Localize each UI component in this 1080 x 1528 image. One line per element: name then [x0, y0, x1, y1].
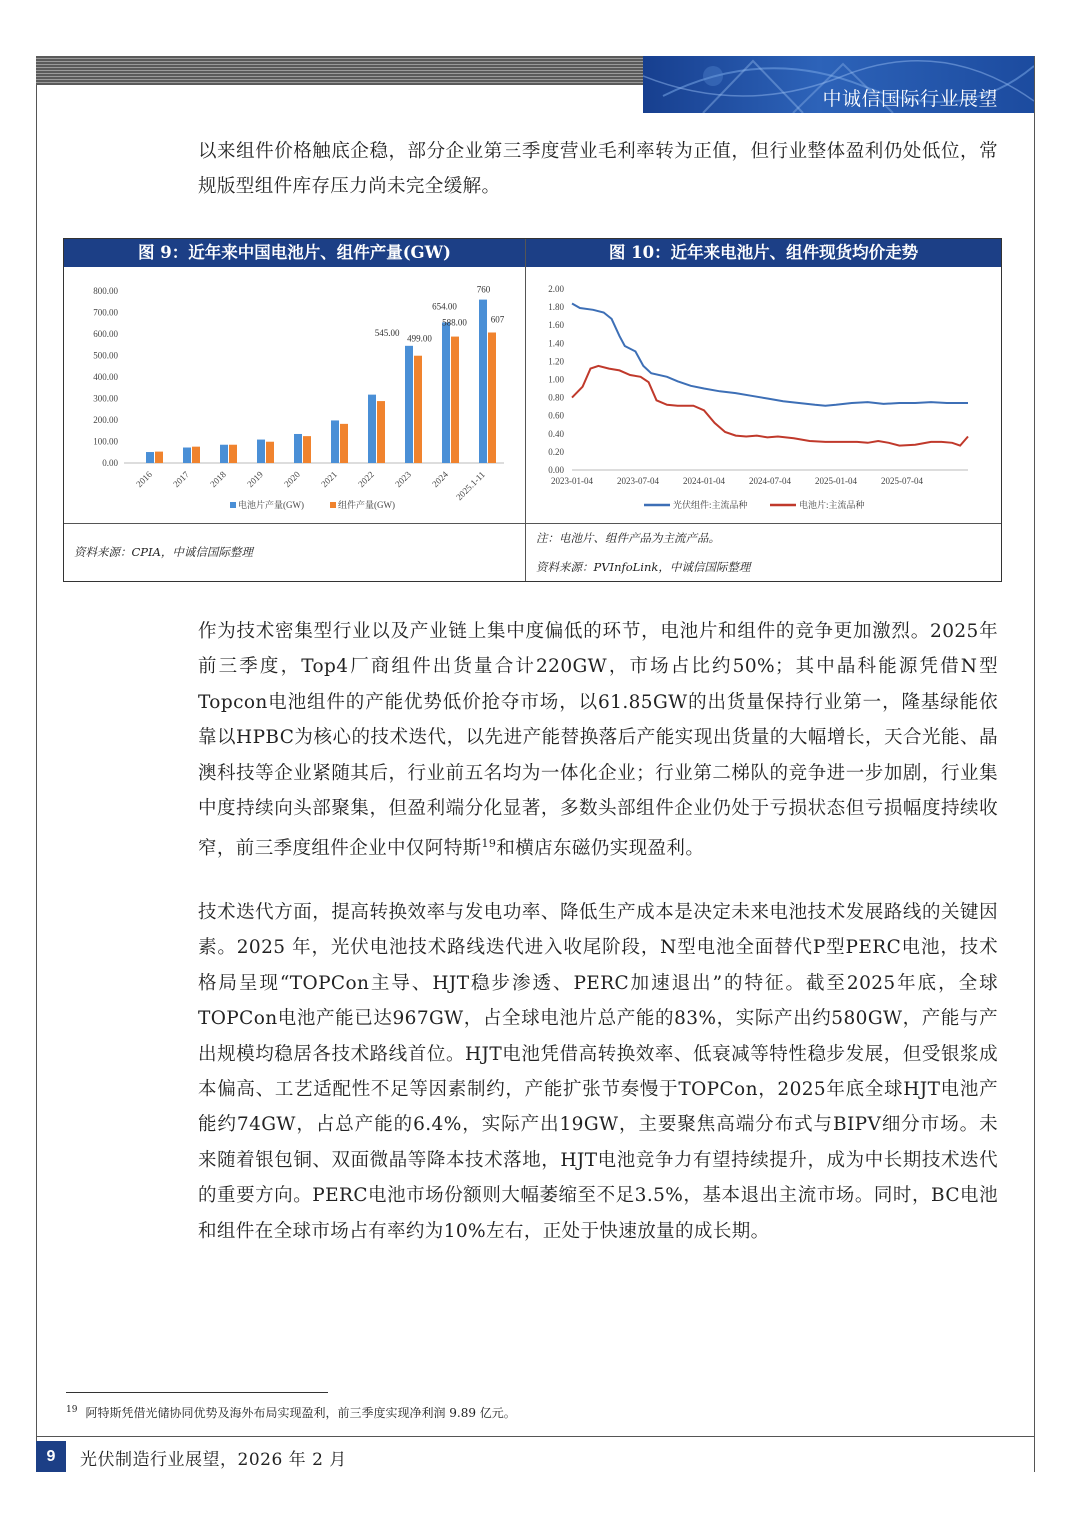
- y-tick-label: 2.00: [548, 284, 564, 294]
- legend-label-module: 光伏组件:主流品种: [673, 500, 748, 510]
- production-bar-chart: [64, 267, 525, 523]
- x-tick-label: 2025.1-11: [454, 469, 487, 503]
- figure9-source: 资料来源：CPIA，中诚信国际整理: [74, 545, 253, 559]
- footnote: [66, 1404, 516, 1421]
- paragraph-competition: [198, 614, 998, 867]
- y-tick-label: 200.00: [93, 415, 118, 425]
- series-line-module: [572, 304, 968, 406]
- bar-cell-2017: [183, 448, 191, 463]
- footnote-rule: [66, 1392, 328, 1393]
- footnote-number: 19: [66, 1405, 78, 1415]
- y-tick-label: 300.00: [93, 393, 118, 404]
- x-tick-label: 2025-07-04: [881, 476, 923, 486]
- x-tick-label: 2017: [171, 469, 191, 490]
- footnote-ref[interactable]: 19: [481, 837, 497, 851]
- x-tick-label: 2024-01-04: [683, 476, 725, 486]
- paragraph-technology: 技术迭代方面，提高转换效率与发电功率、降低生产成本是决定未来电池技术发展路线的关键因素。2025 年，光伏电池技术路线迭代进入收尾阶段，N型电池全面替代P型PERC电池，技术格局呈现“TOPCon主导、HJT稳步渗透、PERC加速退出”的特征。截至2025年底，全球TOPCon电池产能已达967GW，占全球电池片总产能的83%，实际产出约580GW，产能与产出规模均稳居各技术路线首位。HJT电池凭借高转换效率、低衰减等特性稳步发展，但受银浆成本偏高、工艺适配性不足等因素制约，产能扩张节奏慢于TOPCon，2025年底全球HJT电池产能约74GW，占总产能的6.4%，实际产出19GW，主要聚焦高端分布式与BIPV细分市场。未来随着银包铜、双面微晶等降本技术落地，HJT电池竞争力有望持续提升，成为中长期技术迭代的重要方向。PERC电池市场份额则大幅萎缩至不足3.5%，基本退出主流市场。同时，BC电池和组件在全球市场占有率约为10%左右，正处于快速放量的成长期。: [198, 902, 998, 1242]
- y-tick-label: 0.00: [102, 458, 118, 468]
- y-tick-label: 0.60: [548, 410, 564, 421]
- y-tick-label: 1.00: [548, 374, 564, 385]
- x-tick-label: 2025-01-04: [815, 476, 857, 486]
- bar-module-2024: [451, 337, 459, 463]
- x-tick-label: 2022: [356, 469, 376, 490]
- data-label: 499.00: [407, 333, 432, 344]
- bar-module-2021: [340, 424, 348, 463]
- legend-label-module: 组件产量(GW): [338, 500, 395, 510]
- x-tick-label: 2023: [393, 469, 413, 490]
- bar-module-2022: [377, 401, 385, 463]
- data-label: 760: [476, 284, 491, 295]
- x-tick-label: 2016: [134, 469, 154, 490]
- header-stripes: [36, 56, 644, 85]
- bar-module-2018: [229, 445, 237, 463]
- x-tick-label: 2023-01-04: [551, 476, 593, 486]
- bar-module-2016: [155, 452, 163, 463]
- x-tick-label: 2019: [245, 469, 265, 490]
- bar-cell-2024: [442, 322, 450, 463]
- footer-rule: [36, 1436, 1034, 1437]
- footer-text: 光伏制造行业展望，2026 年 2 月: [80, 1450, 347, 1470]
- footnote-text: 阿特斯凭借光储协同优势及海外布局实现盈利，前三季度实现净利润 9.89 亿元。: [85, 1406, 516, 1420]
- y-tick-label: 500.00: [93, 350, 118, 361]
- y-tick-label: 1.40: [548, 338, 564, 349]
- data-label: 588.00: [442, 317, 467, 328]
- y-tick-label: 0.40: [548, 428, 564, 439]
- bar-module-2017: [192, 447, 200, 463]
- x-tick-label: 2024: [430, 469, 450, 490]
- figure9-title: 图 9：近年来中国电池片、组件产量(GW): [64, 239, 525, 267]
- x-tick-label: 2018: [208, 469, 228, 490]
- data-label: 654.00: [432, 301, 457, 312]
- data-label: 545.00: [374, 327, 400, 338]
- y-tick-label: 1.20: [548, 356, 564, 367]
- y-tick-label: 0.80: [548, 392, 564, 403]
- bar-cell-2016: [146, 452, 154, 463]
- bar-cell-2019: [257, 440, 265, 463]
- legend-label-cell: 电池片:主流品种: [799, 500, 865, 510]
- y-tick-label: 100.00: [93, 436, 118, 447]
- y-tick-label: 800.00: [93, 286, 118, 296]
- y-tick-label: 0.00: [548, 465, 564, 475]
- y-tick-label: 400.00: [93, 372, 118, 382]
- figure10-note: 注：电池片、组件产品为主流产品。: [536, 531, 720, 545]
- table-row-divider: [64, 523, 1001, 524]
- bar-module-2025.1-11: [488, 332, 496, 463]
- figure10-title: 图 10：近年来电池片、组件现货均价走势: [526, 239, 1001, 267]
- header-banner: [643, 56, 1034, 113]
- figure-table: [63, 238, 1002, 582]
- y-tick-label: 1.60: [548, 320, 564, 331]
- y-tick-label: 0.20: [548, 446, 564, 457]
- bar-module-2020: [303, 436, 311, 463]
- x-tick-label: 2023-07-04: [617, 476, 659, 486]
- bar-cell-2018: [220, 445, 228, 463]
- bar-cell-2023: [405, 346, 413, 463]
- x-tick-label: 2021: [319, 469, 339, 490]
- legend-swatch-module: [330, 502, 336, 508]
- intro-paragraph: 以来组件价格触底企稳，部分企业第三季度营业毛利率转为正值，但行业整体盈利仍处低位，常规版型组件库存压力尚未完全缓解。: [198, 141, 998, 198]
- x-tick-label: 2020: [282, 469, 302, 490]
- bar-cell-2020: [294, 434, 302, 463]
- page-number: 9: [36, 1441, 66, 1472]
- y-tick-label: 700.00: [93, 307, 118, 318]
- bar-cell-2022: [368, 395, 376, 463]
- paragraph-competition-tail: 和横店东磁仍实现盈利。: [496, 838, 705, 860]
- x-tick-label: 2024-07-04: [749, 476, 791, 486]
- figure10-source: 资料来源：PVInfoLink，中诚信国际整理: [536, 560, 751, 574]
- bar-cell-2021: [331, 420, 339, 463]
- series-line-cell: [572, 366, 968, 446]
- y-tick-label: 1.80: [548, 302, 564, 313]
- y-tick-label: 600.00: [93, 329, 118, 339]
- data-label: 607: [490, 314, 505, 325]
- legend-label-cell: 电池片产量(GW): [238, 500, 304, 510]
- legend-swatch-cell: [230, 502, 236, 508]
- paragraph-competition-text: 作为技术密集型行业以及产业链上集中度偏低的环节，电池片和组件的竞争更加激烈。2025年前三季度，Top4厂商组件出货量合计220GW，市场占比约50%；其中晶科能源凭借N型Topcon电池组件的产能优势低价抢夺市场，以61.85GW的出货量保持行业第一，隆基绿能依靠以HPBC为核心的技术迭代，以先进产能替换落后产能实现出货量的大幅增长，天合光能、晶澳科技等企业紧随其后，行业前五名均为一体化企业；行业第二梯队的竞争进一步加剧，行业集中度持续向头部聚集，但盈利端分化显著，多数头部组件企业仍处于亏损状态但亏损幅度持续收窄，前三季度组件企业中仅阿特斯: [198, 621, 998, 860]
- bar-cell-2025.1-11: [479, 300, 487, 463]
- header-title: 中诚信国际行业展望: [822, 88, 998, 110]
- price-line-chart: [526, 267, 1001, 523]
- bar-module-2023: [414, 356, 422, 463]
- bar-module-2019: [266, 442, 274, 463]
